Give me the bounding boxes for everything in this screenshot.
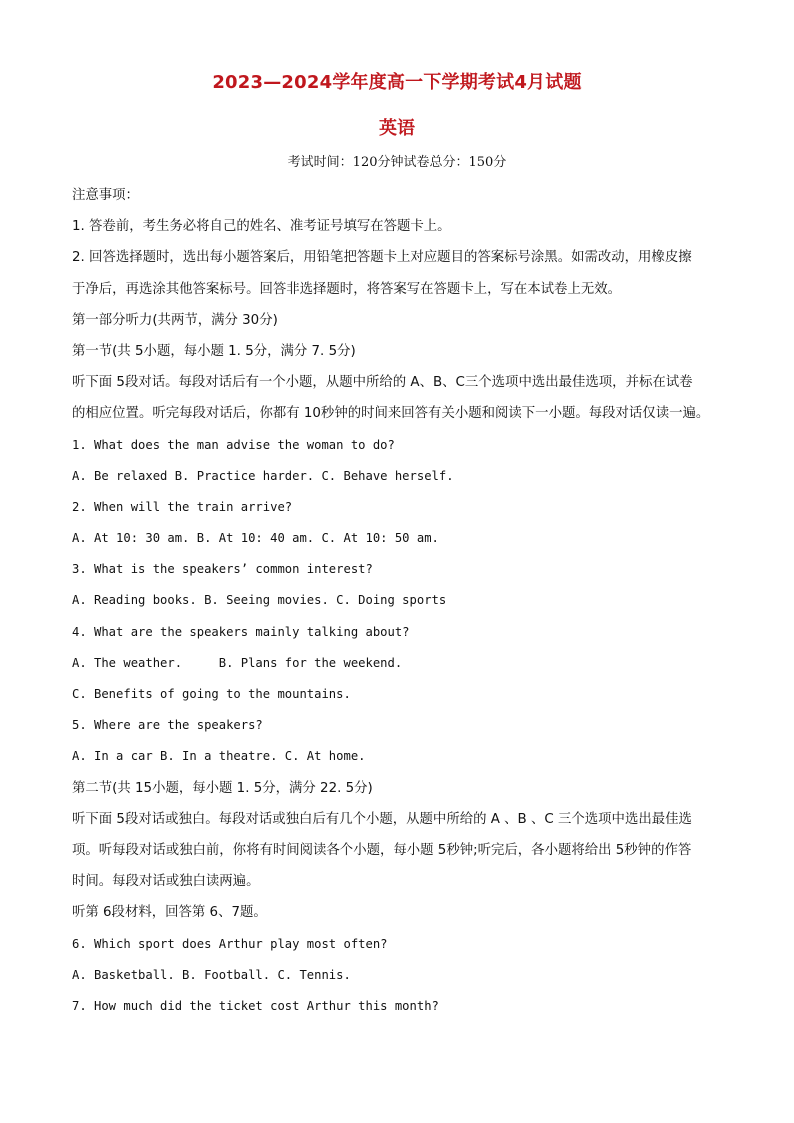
question-5: 5. Where are the speakers?: [72, 718, 263, 733]
section-two-heading: 第二节(共 15小题，每小题 1. 5分，满分 22. 5分): [72, 780, 373, 796]
subject-heading: 英语: [379, 118, 415, 139]
question-3-options: A. Reading books. B. Seeing movies. C. Doing sports: [72, 593, 447, 608]
section-one-instructions: 听下面 5段对话。每段对话后有一个小题，从题中所给的 A、B、C三个选项中选出最佳选项，并标在试卷: [72, 375, 693, 391]
notice-item-2: 2. 回答选择题时，选出每小题答案后，用铅笔把答题卡上对应题目的答案标号涂黑。如需改动，用橡皮擦: [72, 250, 692, 266]
exam-body: [72, 180, 724, 1022]
question-7: 7. How much did the ticket cost Arthur this month?: [72, 998, 439, 1013]
question-4-options: A. The weather. B. Plans for the weekend.: [72, 655, 403, 670]
question-4-option-c: C. Benefits of going to the mountains.: [72, 687, 351, 701]
question-6: 6. Which sport does Arthur play most often?: [72, 936, 388, 951]
question-2-options: A. At 10: 30 am. B. At 10: 40 am. C. At 10: 50 am.: [72, 531, 439, 546]
material-6-heading: 听第 6段材料，回答第 6、7题。: [72, 905, 267, 921]
notice-item-1: 1. 答卷前，考生务必将自己的姓名、准考证号填写在答题卡上。: [72, 219, 451, 235]
section-two-instructions-cont: 项。听每段对话或独白前，你将有时间阅读各个小题，每小题 5秒钟;听完后，各小题将给出 5秒钟的作答: [72, 842, 692, 858]
notice-heading: 注意事项：: [72, 188, 139, 203]
section-one-heading: 第一节(共 5小题，每小题 1. 5分，满分 7. 5分): [72, 343, 356, 359]
section-two-instructions-end: 时间。每段对话或独白读两遍。: [72, 874, 260, 890]
section-one-instructions-cont: 的相应位置。听完每段对话后，你都有 10秒钟的时间来回答有关小题和阅读下一小题。每段对话仅读一遍。: [72, 406, 710, 422]
section-two-instructions: 听下面 5段对话或独白。每段对话或独白后有几个小题，从题中所给的 A 、B 、C 三个选项中选出最佳选: [72, 811, 692, 827]
question-4: 4. What are the speakers mainly talking about?: [72, 624, 410, 639]
question-3: 3. What is the speakers’ common interest?: [72, 562, 373, 577]
question-1-options: A. Be relaxed B. Practice harder. C. Behave herself.: [72, 468, 454, 483]
notice-item-2-cont: 于净后，再选涂其他答案标号。回答非选择题时，将答案写在答题卡上，写在本试卷上无效。: [72, 281, 622, 297]
part-one-heading: 第一部分听力(共两节，满分 30分): [72, 312, 278, 328]
question-5-options: A. In a car B. In a theatre. C. At home.: [72, 749, 366, 764]
exam-title: 2023—2024学年度高一下学期考试4月试题: [212, 72, 582, 93]
exam-info: 考试时间：120分钟试卷总分：150分: [287, 155, 507, 170]
question-2: 2. When will the train arrive?: [72, 499, 293, 514]
question-1: 1. What does the man advise the woman to do?: [72, 437, 395, 452]
question-6-options: A. Basketball. B. Football. C. Tennis.: [72, 967, 351, 982]
